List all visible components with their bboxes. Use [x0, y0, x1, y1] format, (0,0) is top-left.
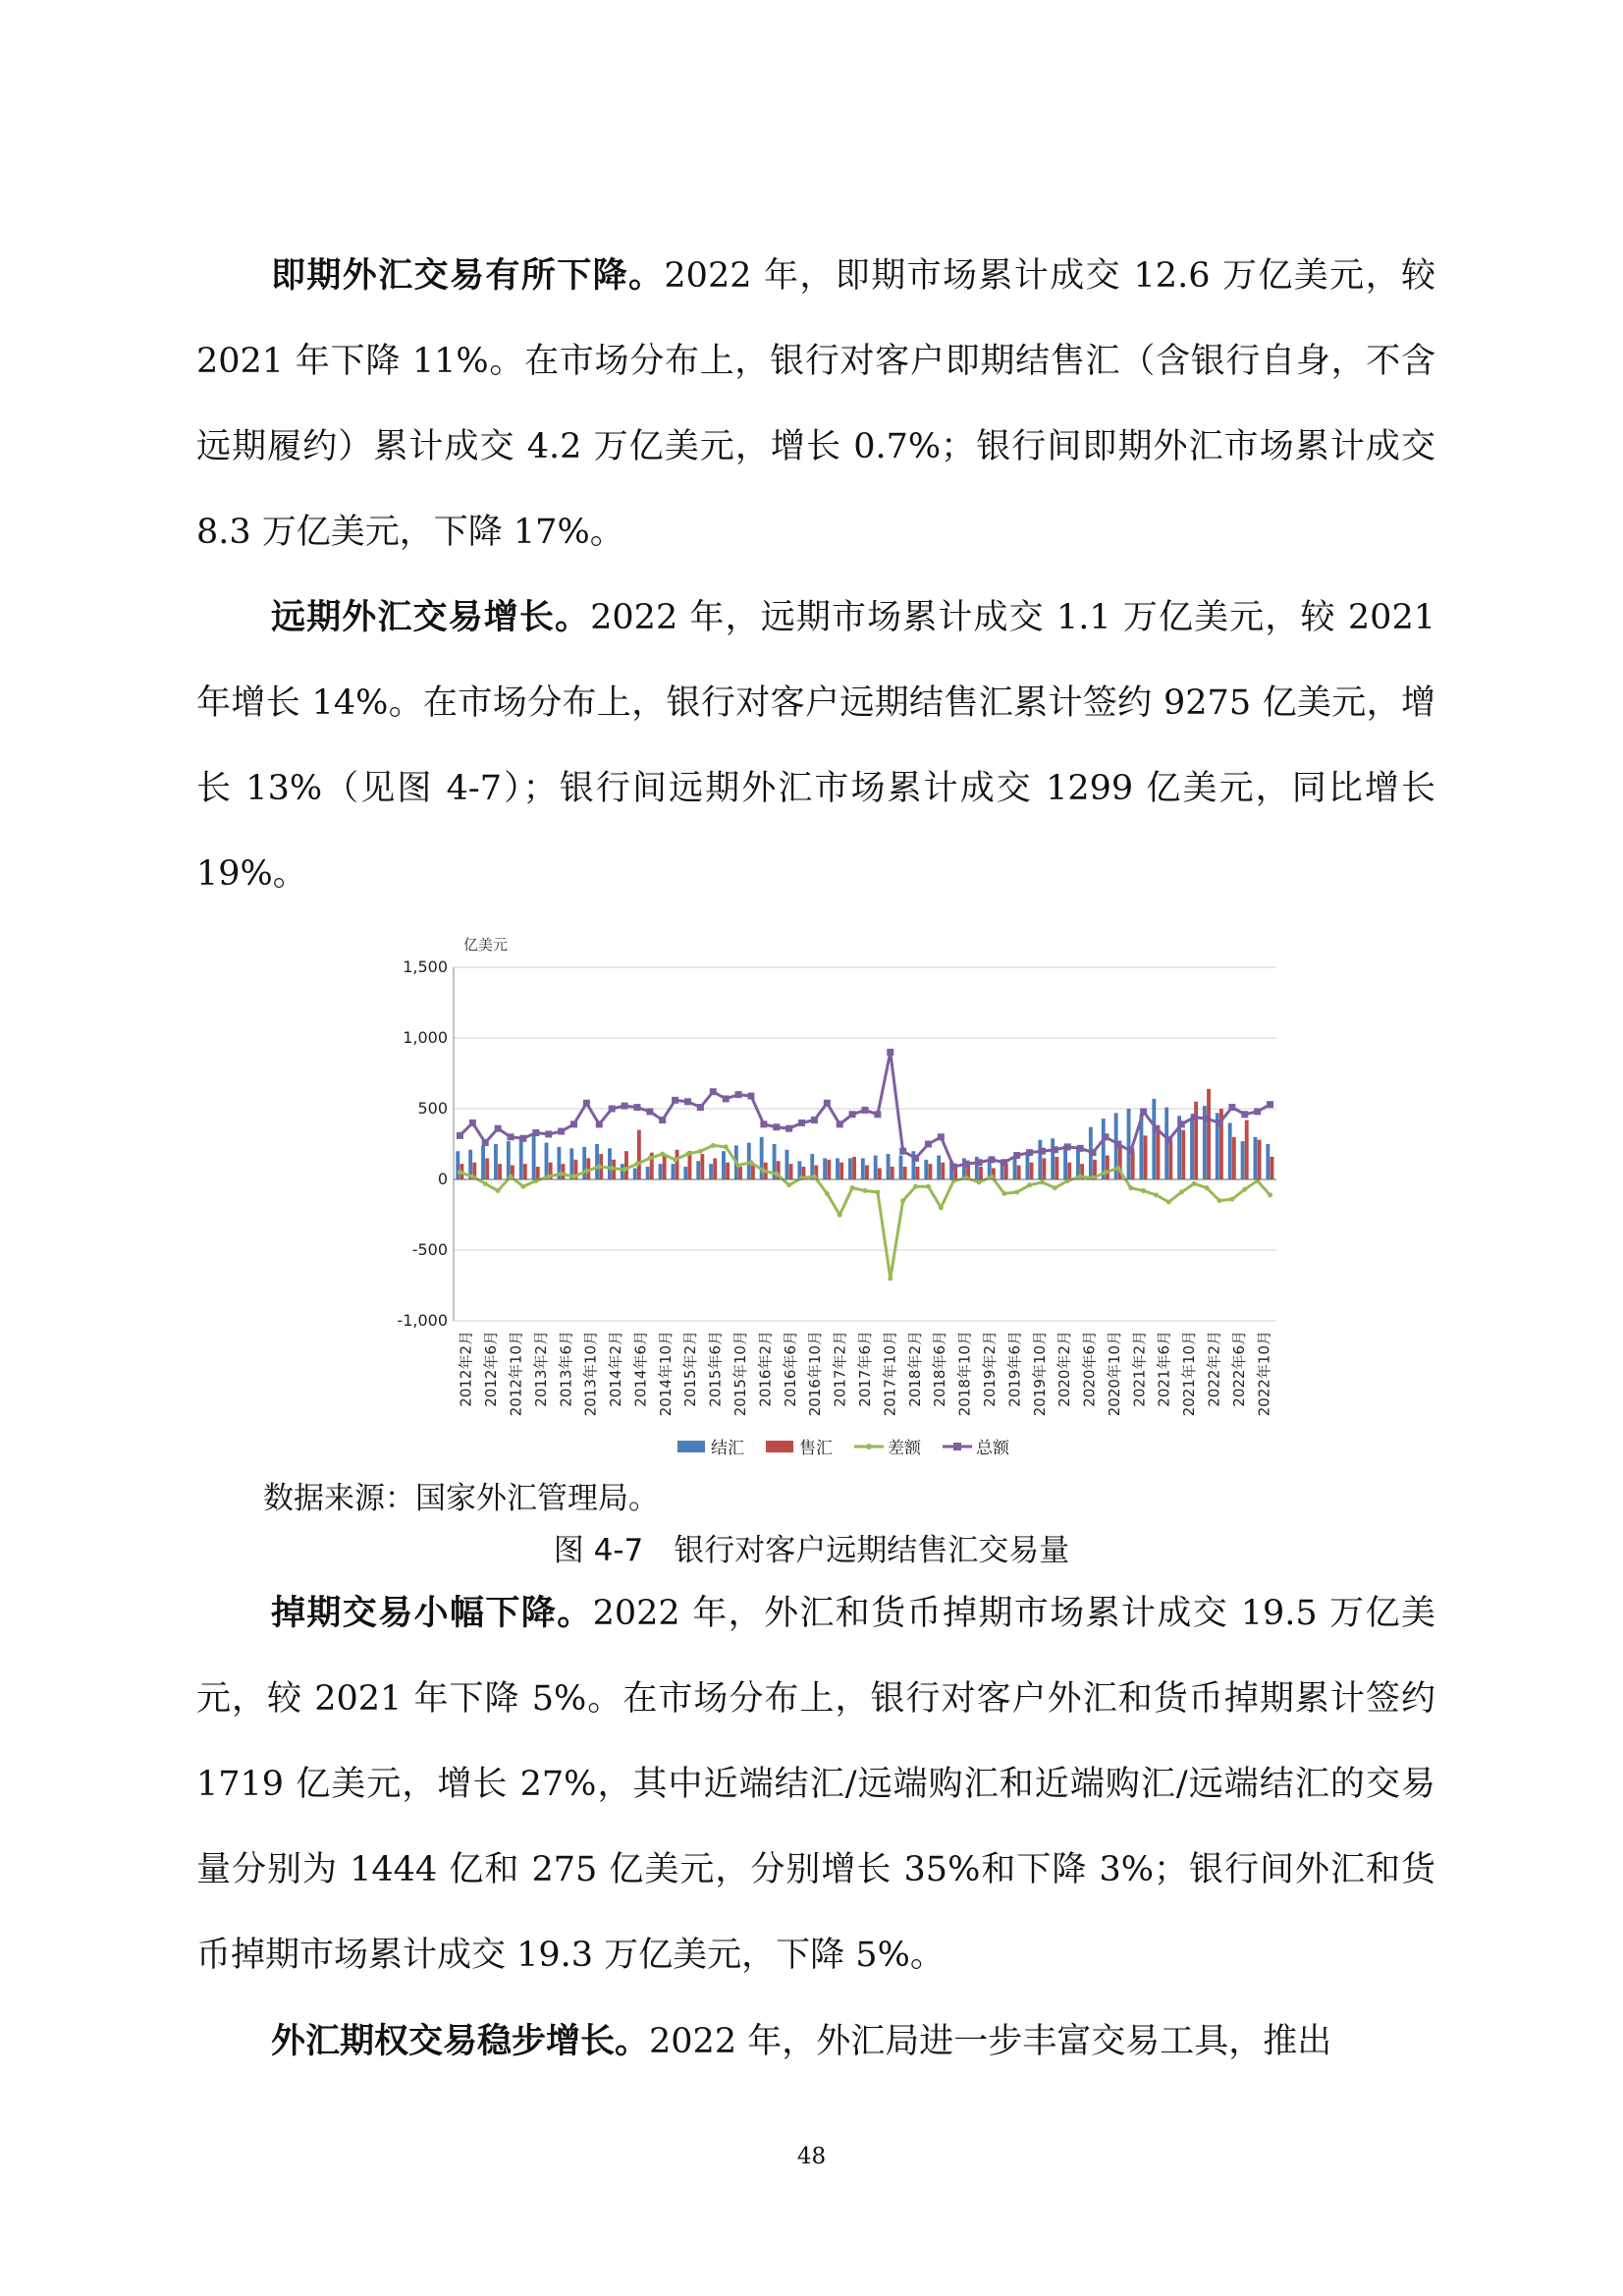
point-zonge [1127, 1148, 1134, 1155]
paragraph-body: 2022 年，即期市场累计成交 12.6 万亿美元，较 2021 年下降 11%。在市场分布上，银行对客户即期结售汇（含银行自身，不含远期履约）累计成交 4.2 万亿美元，增长 0.7%；银行间即期外汇市场累计成交 8.3 万亿美元，下降 17%。 [196, 256, 1435, 552]
data-source-note: 数据来源：国家外汇管理局。 [263, 1481, 659, 1516]
x-tick-label: 2014年10月 [656, 1331, 675, 1417]
point-chae [584, 1169, 589, 1174]
point-zonge [785, 1125, 792, 1132]
point-chae [926, 1184, 931, 1189]
x-tick-label: 2019年10月 [1030, 1331, 1049, 1417]
point-chae [774, 1172, 779, 1176]
bar-shouhui [839, 1163, 843, 1179]
point-chae [825, 1191, 830, 1196]
point-chae [1040, 1179, 1045, 1184]
point-zonge [684, 1098, 691, 1105]
bar-jiehui [874, 1156, 878, 1179]
point-chae [546, 1175, 551, 1179]
point-zonge [773, 1123, 780, 1130]
y-tick-label: -1,000 [397, 1311, 448, 1330]
bar-shouhui [700, 1154, 704, 1179]
point-zonge [532, 1129, 539, 1136]
bar-jiehui [1190, 1121, 1194, 1179]
bar-jiehui [608, 1148, 612, 1179]
point-chae [761, 1169, 766, 1174]
bar-shouhui [523, 1164, 527, 1179]
point-zonge [811, 1117, 818, 1123]
bar-jiehui [494, 1144, 498, 1179]
bar-shouhui [1144, 1135, 1148, 1179]
point-zonge [697, 1104, 704, 1111]
point-zonge [723, 1095, 730, 1102]
point-zonge [1102, 1133, 1109, 1140]
point-zonge [988, 1156, 995, 1163]
point-chae [736, 1163, 741, 1168]
paragraph-lead: 即期外汇交易有所下降。 [271, 256, 665, 296]
bar-jiehui [1127, 1109, 1131, 1179]
chart-svg [383, 928, 1286, 1468]
bar-jiehui [1063, 1145, 1067, 1179]
point-chae [888, 1276, 893, 1281]
point-chae [622, 1167, 627, 1172]
bar-shouhui [713, 1158, 717, 1179]
point-zonge [963, 1161, 970, 1168]
bar-jiehui [899, 1156, 903, 1179]
bar-jiehui [937, 1156, 941, 1179]
bar-shouhui [624, 1151, 628, 1179]
x-tick-label: 2020年2月 [1055, 1331, 1074, 1407]
bar-shouhui [1042, 1158, 1046, 1179]
point-chae [673, 1157, 677, 1162]
x-tick-label: 2019年6月 [1005, 1331, 1024, 1407]
legend-swatch-jiehui [677, 1441, 705, 1452]
point-chae [597, 1165, 602, 1170]
bar-shouhui [1067, 1163, 1071, 1179]
point-zonge [1026, 1149, 1033, 1156]
forward-fx-chart [383, 928, 1286, 1468]
bar-jiehui [696, 1161, 700, 1179]
point-chae [900, 1198, 905, 1203]
point-chae [1205, 1185, 1210, 1190]
point-zonge [545, 1130, 552, 1137]
point-zonge [899, 1148, 906, 1155]
bar-jiehui [1266, 1144, 1270, 1179]
bar-jiehui [836, 1158, 839, 1179]
bar-shouhui [498, 1164, 502, 1179]
bar-jiehui [595, 1144, 599, 1179]
bar-shouhui [852, 1157, 856, 1179]
x-tick-label: 2015年6月 [706, 1331, 725, 1407]
point-chae [748, 1160, 753, 1165]
point-zonge [1001, 1159, 1007, 1166]
point-zonge [887, 1049, 893, 1056]
legend-swatch-shouhui [766, 1441, 793, 1452]
point-chae [1115, 1166, 1120, 1171]
paragraph-lead: 外汇期权交易稳步增长。 [271, 2022, 650, 2061]
x-tick-label: 2019年2月 [980, 1331, 999, 1407]
y-tick-label: 0 [437, 1170, 448, 1188]
bar-shouhui [827, 1160, 831, 1179]
page-number: 48 [796, 2144, 827, 2169]
bar-jiehui [1254, 1137, 1258, 1179]
bar-jiehui [519, 1137, 523, 1179]
point-zonge [1216, 1120, 1222, 1126]
legend-label: 结汇 [711, 1439, 744, 1458]
point-chae [977, 1179, 982, 1184]
x-tick-label: 2021年2月 [1130, 1331, 1149, 1407]
x-tick-label: 2015年10月 [731, 1331, 750, 1417]
bar-shouhui [1004, 1164, 1008, 1179]
y-tick-label: 500 [417, 1099, 448, 1118]
point-chae [1166, 1200, 1171, 1205]
point-zonge [1165, 1136, 1172, 1143]
point-chae [939, 1205, 944, 1210]
point-zonge [457, 1132, 463, 1139]
bar-jiehui [1025, 1154, 1029, 1179]
point-zonge [1241, 1111, 1248, 1118]
x-tick-label: 2012年6月 [482, 1331, 501, 1407]
point-zonge [646, 1108, 653, 1115]
x-tick-label: 2016年2月 [756, 1331, 775, 1407]
bar-shouhui [1245, 1121, 1249, 1179]
bar-jiehui [683, 1167, 687, 1179]
bar-jiehui [481, 1145, 485, 1179]
legend-marker-zonge [953, 1443, 961, 1450]
point-zonge [469, 1120, 476, 1126]
bar-shouhui [637, 1130, 641, 1179]
x-tick-label: 2018年2月 [905, 1331, 924, 1407]
point-chae [647, 1156, 652, 1161]
point-chae [875, 1189, 880, 1194]
bar-shouhui [663, 1156, 667, 1179]
bar-shouhui [726, 1163, 730, 1179]
bar-jiehui [848, 1158, 852, 1179]
point-zonge [1153, 1125, 1160, 1132]
bar-shouhui [751, 1166, 755, 1179]
point-zonge [1178, 1121, 1185, 1127]
point-zonge [735, 1091, 742, 1098]
point-zonge [672, 1097, 678, 1104]
point-chae [1141, 1188, 1146, 1193]
x-tick-label: 2017年2月 [831, 1331, 849, 1407]
point-zonge [609, 1106, 616, 1113]
point-zonge [1204, 1116, 1211, 1122]
point-zonge [862, 1107, 869, 1114]
bar-jiehui [722, 1151, 726, 1179]
bar-shouhui [1232, 1137, 1236, 1179]
point-zonge [508, 1133, 514, 1140]
paragraph-lead: 掉期交易小幅下降。 [271, 1594, 593, 1633]
point-chae [559, 1172, 564, 1176]
point-zonge [570, 1121, 577, 1127]
bar-shouhui [979, 1167, 983, 1179]
point-chae [1001, 1191, 1006, 1196]
point-chae [520, 1184, 525, 1189]
bar-jiehui [1241, 1141, 1245, 1179]
bar-shouhui [878, 1168, 882, 1179]
point-zonge [1013, 1152, 1020, 1159]
point-zonge [519, 1135, 526, 1142]
y-tick-label: 1,500 [403, 957, 448, 976]
bar-jiehui [532, 1134, 536, 1179]
bar-shouhui [536, 1167, 540, 1179]
point-zonge [950, 1164, 957, 1171]
x-tick-label: 2014年2月 [607, 1331, 625, 1407]
point-zonge [760, 1121, 767, 1127]
bar-shouhui [865, 1166, 869, 1179]
point-chae [470, 1175, 475, 1179]
point-zonge [659, 1117, 666, 1123]
paragraph-body: 2022 年，远期市场累计成交 1.1 万亿美元，较 2021 年增长 14%。在市场分布上，银行对客户远期结售汇累计签约 9275 亿美元，增长 13%（见图 4-7）；银行间远期外汇市场累计成交 1299 亿美元，同比增长 19%。 [196, 598, 1435, 894]
paragraph-body: 2022 年，外汇和货币掉期市场累计成交 19.5 万亿美元，较 2021 年下降 5%。在市场分布上，银行对客户外汇和货币掉期累计签约 1719 亿美元，增长 27%，其中近端结汇/远端购汇和近端购汇/远端结汇的交易量分别为 1444 亿和 275 亿美元，分别增长 35%和下降 3%；银行间外汇和货币掉期市场累计成交 19.3 万亿美元，下降 5%。 [196, 1594, 1435, 1975]
bar-jiehui [1228, 1122, 1232, 1179]
bar-shouhui [1131, 1151, 1135, 1179]
y-tick-label: 1,000 [403, 1028, 448, 1047]
point-zonge [976, 1159, 983, 1166]
point-chae [913, 1184, 918, 1189]
bar-shouhui [1207, 1089, 1211, 1179]
point-zonge [1254, 1108, 1261, 1115]
y-unit-label: 亿美元 [463, 936, 509, 954]
point-chae [812, 1175, 817, 1179]
point-chae [1229, 1197, 1234, 1202]
point-chae [863, 1188, 868, 1193]
point-zonge [495, 1125, 502, 1132]
bar-jiehui [671, 1164, 675, 1179]
point-zonge [925, 1141, 932, 1148]
x-tick-label: 2021年6月 [1155, 1331, 1173, 1407]
point-chae [571, 1175, 576, 1179]
point-zonge [1052, 1146, 1058, 1153]
x-tick-label: 2022年10月 [1255, 1331, 1273, 1417]
point-chae [838, 1213, 842, 1218]
point-zonge [1140, 1108, 1147, 1115]
x-tick-label: 2016年10月 [806, 1331, 825, 1417]
point-zonge [482, 1139, 489, 1146]
paragraph-swap [196, 1571, 1435, 1998]
y-tick-label: -500 [411, 1240, 448, 1259]
x-tick-label: 2022年2月 [1205, 1331, 1223, 1407]
paragraph-body: 2022 年，外汇局进一步丰富交易工具，推出 [649, 2022, 1332, 2061]
bar-shouhui [928, 1164, 932, 1179]
point-zonge [798, 1120, 805, 1126]
point-zonge [849, 1111, 856, 1118]
point-zonge [912, 1155, 919, 1162]
bar-shouhui [1157, 1125, 1161, 1179]
point-chae [458, 1170, 462, 1175]
bar-jiehui [1164, 1108, 1168, 1179]
bar-jiehui [709, 1164, 713, 1179]
point-zonge [596, 1121, 603, 1127]
point-chae [1268, 1192, 1272, 1197]
point-zonge [837, 1121, 843, 1127]
point-chae [634, 1162, 639, 1167]
point-zonge [1114, 1141, 1121, 1148]
point-chae [989, 1175, 994, 1179]
point-chae [1053, 1185, 1057, 1190]
point-chae [496, 1188, 501, 1193]
bar-shouhui [941, 1163, 945, 1179]
point-chae [1154, 1192, 1159, 1197]
x-tick-label: 2013年6月 [557, 1331, 575, 1407]
bar-jiehui [861, 1158, 865, 1179]
bar-shouhui [916, 1167, 920, 1179]
point-chae [685, 1152, 690, 1157]
x-tick-label: 2014年6月 [631, 1331, 650, 1407]
point-chae [724, 1144, 729, 1149]
point-zonge [622, 1103, 628, 1110]
point-zonge [938, 1133, 945, 1140]
x-tick-label: 2015年2月 [681, 1331, 700, 1407]
x-tick-label: 2018年10月 [955, 1331, 974, 1417]
bar-jiehui [456, 1151, 460, 1179]
point-chae [1192, 1181, 1197, 1186]
x-tick-label: 2017年10月 [881, 1331, 899, 1417]
point-chae [1128, 1185, 1133, 1190]
point-chae [786, 1182, 791, 1187]
bar-jiehui [1051, 1138, 1055, 1179]
point-chae [610, 1166, 615, 1171]
legend-label: 总额 [976, 1439, 1009, 1458]
bar-jiehui [646, 1167, 650, 1179]
paragraph-options [196, 1999, 1435, 2085]
bar-shouhui [738, 1167, 742, 1179]
x-tick-label: 2018年6月 [931, 1331, 949, 1407]
x-tick-label: 2022年6月 [1229, 1331, 1248, 1407]
point-chae [711, 1143, 716, 1148]
point-chae [660, 1152, 665, 1157]
bar-shouhui [1106, 1156, 1109, 1179]
point-zonge [633, 1104, 640, 1111]
bar-jiehui [659, 1164, 663, 1179]
point-zonge [1191, 1114, 1198, 1121]
legend-label: 售汇 [799, 1439, 833, 1458]
point-chae [483, 1181, 488, 1186]
point-zonge [1039, 1148, 1046, 1155]
bar-jiehui [582, 1147, 586, 1179]
x-tick-label: 2016年6月 [781, 1331, 799, 1407]
legend-marker-chae [866, 1444, 872, 1449]
x-tick-label: 2020年6月 [1080, 1331, 1099, 1407]
point-chae [1103, 1170, 1108, 1175]
point-chae [1027, 1182, 1032, 1187]
point-zonge [824, 1100, 831, 1107]
bar-jiehui [785, 1150, 789, 1179]
bar-shouhui [485, 1158, 489, 1179]
point-zonge [1064, 1143, 1071, 1150]
point-zonge [710, 1088, 717, 1095]
bar-jiehui [633, 1168, 637, 1179]
point-zonge [1228, 1104, 1235, 1111]
bar-jiehui [924, 1160, 928, 1179]
point-zonge [1077, 1145, 1084, 1152]
x-tick-label: 2012年2月 [457, 1331, 475, 1407]
figure-caption: 图 4-7 银行对客户远期结售汇交易量 [553, 1533, 1070, 1568]
bar-jiehui [1038, 1140, 1042, 1179]
bar-shouhui [1017, 1166, 1021, 1179]
point-zonge [1267, 1101, 1273, 1108]
paragraph-spot-fx [196, 234, 1435, 575]
bar-jiehui [545, 1143, 549, 1179]
x-tick-label: 2013年2月 [531, 1331, 550, 1407]
point-chae [698, 1149, 703, 1154]
bar-shouhui [1194, 1102, 1198, 1179]
bar-jiehui [507, 1141, 511, 1179]
paragraph-forward-fx [196, 575, 1435, 917]
x-tick-label: 2017年6月 [856, 1331, 874, 1407]
point-chae [1078, 1175, 1083, 1179]
point-chae [1014, 1189, 1019, 1194]
bar-shouhui [903, 1167, 907, 1179]
point-zonge [1090, 1149, 1097, 1156]
x-tick-label: 2012年10月 [507, 1331, 525, 1417]
paragraph-lead: 远期外汇交易增长。 [271, 598, 591, 637]
bar-shouhui [1258, 1140, 1262, 1179]
bar-shouhui [1030, 1163, 1034, 1179]
point-zonge [747, 1093, 754, 1100]
point-chae [850, 1185, 855, 1190]
bar-jiehui [1152, 1099, 1156, 1179]
point-chae [1242, 1187, 1247, 1192]
point-zonge [874, 1111, 881, 1118]
point-zonge [558, 1128, 565, 1135]
point-chae [509, 1175, 514, 1179]
point-zonge [583, 1100, 590, 1107]
bar-shouhui [789, 1164, 793, 1179]
bar-jiehui [823, 1158, 827, 1179]
bar-shouhui [1271, 1157, 1274, 1179]
x-tick-label: 2013年10月 [581, 1331, 600, 1417]
bar-shouhui [1181, 1130, 1185, 1179]
legend-label: 差额 [888, 1439, 921, 1458]
point-chae [1179, 1189, 1184, 1194]
bar-shouhui [1168, 1141, 1172, 1179]
bar-shouhui [1055, 1157, 1058, 1179]
bar-jiehui [1013, 1157, 1017, 1179]
point-chae [1217, 1198, 1221, 1203]
x-tick-label: 2021年10月 [1180, 1331, 1199, 1417]
bar-shouhui [891, 1167, 894, 1179]
bar-jiehui [887, 1154, 891, 1179]
bar-shouhui [676, 1150, 679, 1179]
x-tick-label: 2020年10月 [1105, 1331, 1123, 1417]
